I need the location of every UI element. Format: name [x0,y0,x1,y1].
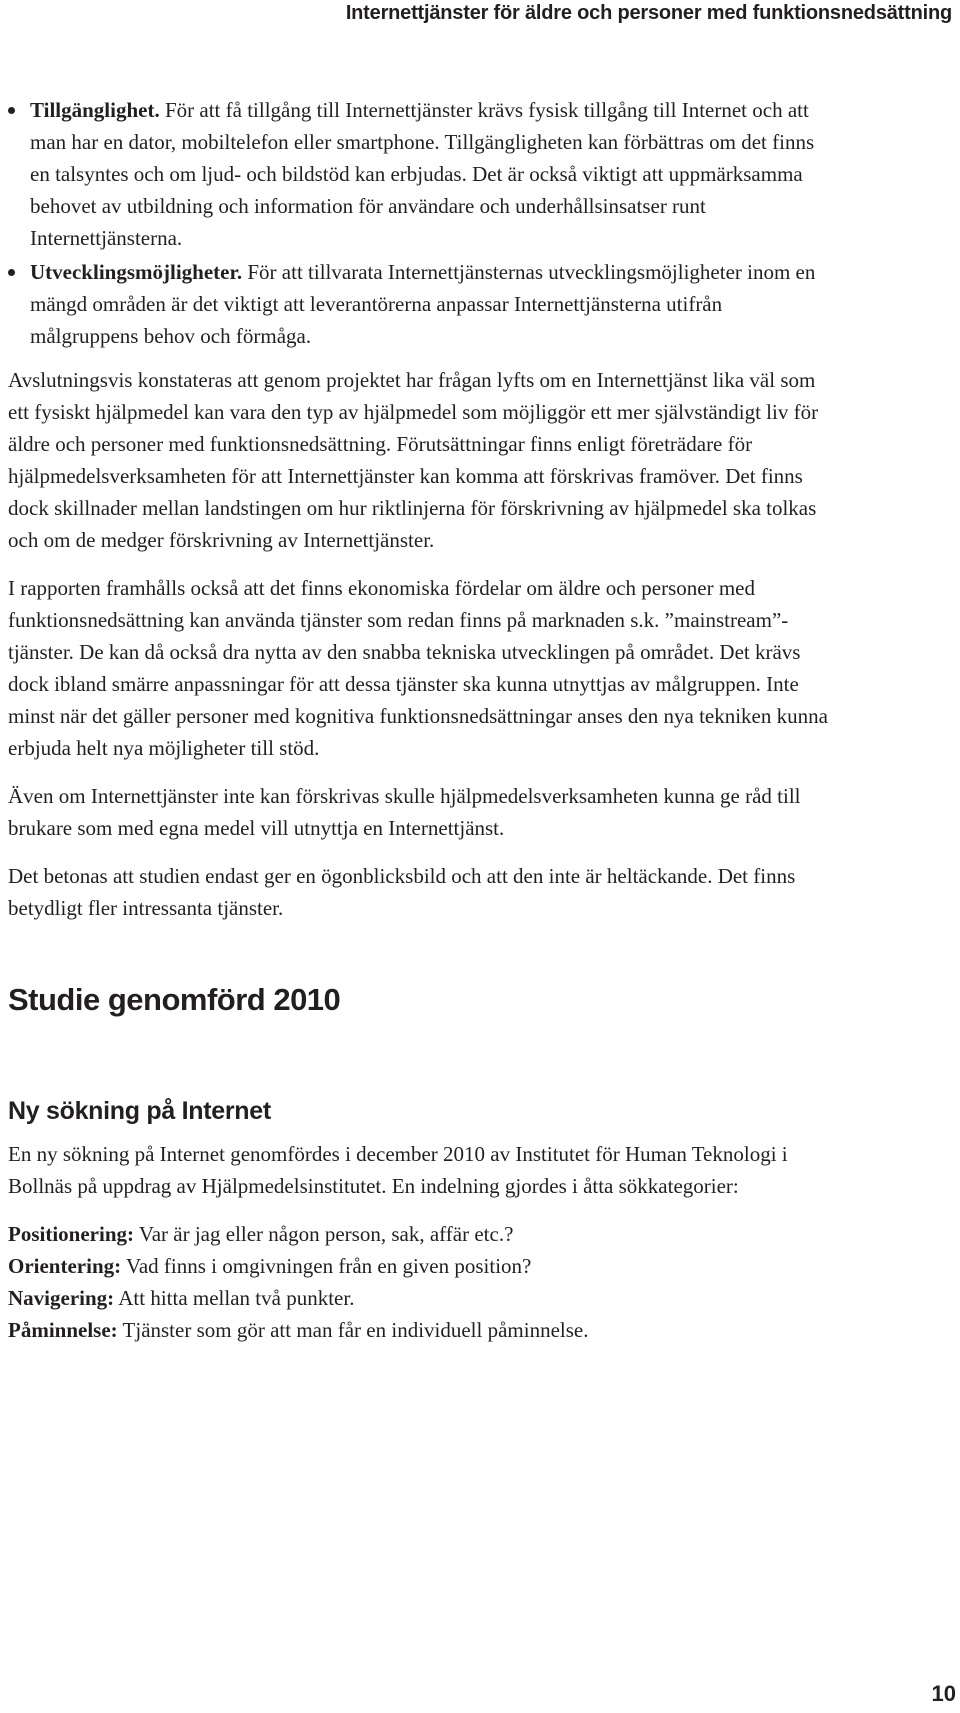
running-header: Internettjänster för äldre och personer med funktionsnedsättning [345,2,952,24]
page-content [8,94,828,1346]
list-item [8,1218,828,1250]
category-term: Navigering: [8,1286,115,1310]
paragraph: I rapporten framhålls också att det finns ekonomiska fördelar om äldre och personer med funktionsnedsättning kan använda tjänster som redan finns på marknaden s.k. ”mainstream”-tjänster. De kan då också dra nytta av den snabba tekniska utvecklingen på området. Det krävs dock ibland smärre anpassningar för att dessa tjänster ska kunna utnyttjas av målgruppen. Inte minst när det gäller personer med kognitiva funktionsnedsättningar anses den nya tekniken kunna erbjuda helt nya möjligheter till stöd. [8,576,828,760]
list-item [8,1282,828,1314]
page-number: 10 [931,1681,956,1706]
paragraph: Avslutningsvis konstateras att genom projektet har frågan lyfts om en Internettjänst lika väl som ett fysiskt hjälpmedel kan vara den typ av hjälpmedel som möjliggör ett mer självständigt liv för äldre och personer med funktionsnedsättning. Förutsättningar finns enligt företrädare för hjälpmedelsverksamheten för att Internettjänster kan komma att förskrivas framöver. Det finns dock skillnader mellan landstingen om hur riktlinjerna för förskrivning av hjälpmedel ska tolkas och om de medger förskrivning av Internettjänster. [8,368,819,552]
category-text: Var är jag eller någon person, sak, affär etc.? [134,1222,514,1246]
bullet-text: För att tillvarata Internettjänsternas utvecklingsmöjligheter inom en mängd områden är det viktigt att leverantörerna anpassar Internettjänsterna utifrån målgruppens behov och förmåga. [30,260,816,348]
bullet-term: Tillgänglighet. [30,98,160,122]
category-text: Tjänster som gör att man får en individuell påminnelse. [117,1318,589,1342]
list-item [8,256,828,352]
subsection-heading: Ny sökning på Internet [8,1097,271,1125]
paragraph: Även om Internettjänster inte kan förskrivas skulle hjälpmedelsverksamheten kunna ge råd till brukare som med egna medel vill utnyttja en Internettjänst. [8,784,801,840]
list-item [8,1314,828,1346]
paragraph: Det betonas att studien endast ger en ögonblicksbild och att den inte är heltäckande. Det finns betydligt fler intressanta tjänster. [8,864,796,920]
category-term: Påminnelse: [8,1318,118,1342]
bullet-text: För att få tillgång till Internettjänster krävs fysisk tillgång till Internet och att man har en dator, mobiltelefon eller smartphone. Tillgängligheten kan förbättras om det finns en talsyntes och om ljud- och bildstöd kan erbjudas. Det är också viktigt att uppmärksamma behovet av utbildning och information för användare och underhållsinsatser runt Internettjänsterna. [30,98,815,250]
list-item [8,1250,828,1282]
category-list [8,1218,828,1346]
category-term: Orientering: [8,1254,122,1278]
category-term: Positionering: [8,1222,134,1246]
list-item [8,94,828,254]
subsection-intro: En ny sökning på Internet genomfördes i december 2010 av Institutet för Human Teknologi i Bollnäs på uppdrag av Hjälpmedelsinstitutet. En indelning gjordes i åtta sökkategorier: [8,1142,788,1198]
category-text: Vad finns i omgivningen från en given position? [121,1254,532,1278]
bullet-list [8,94,828,352]
category-text: Att hitta mellan två punkter. [114,1286,355,1310]
bullet-term: Utvecklingsmöjligheter. [30,260,243,284]
section-heading: Studie genomförd 2010 [8,982,341,1017]
